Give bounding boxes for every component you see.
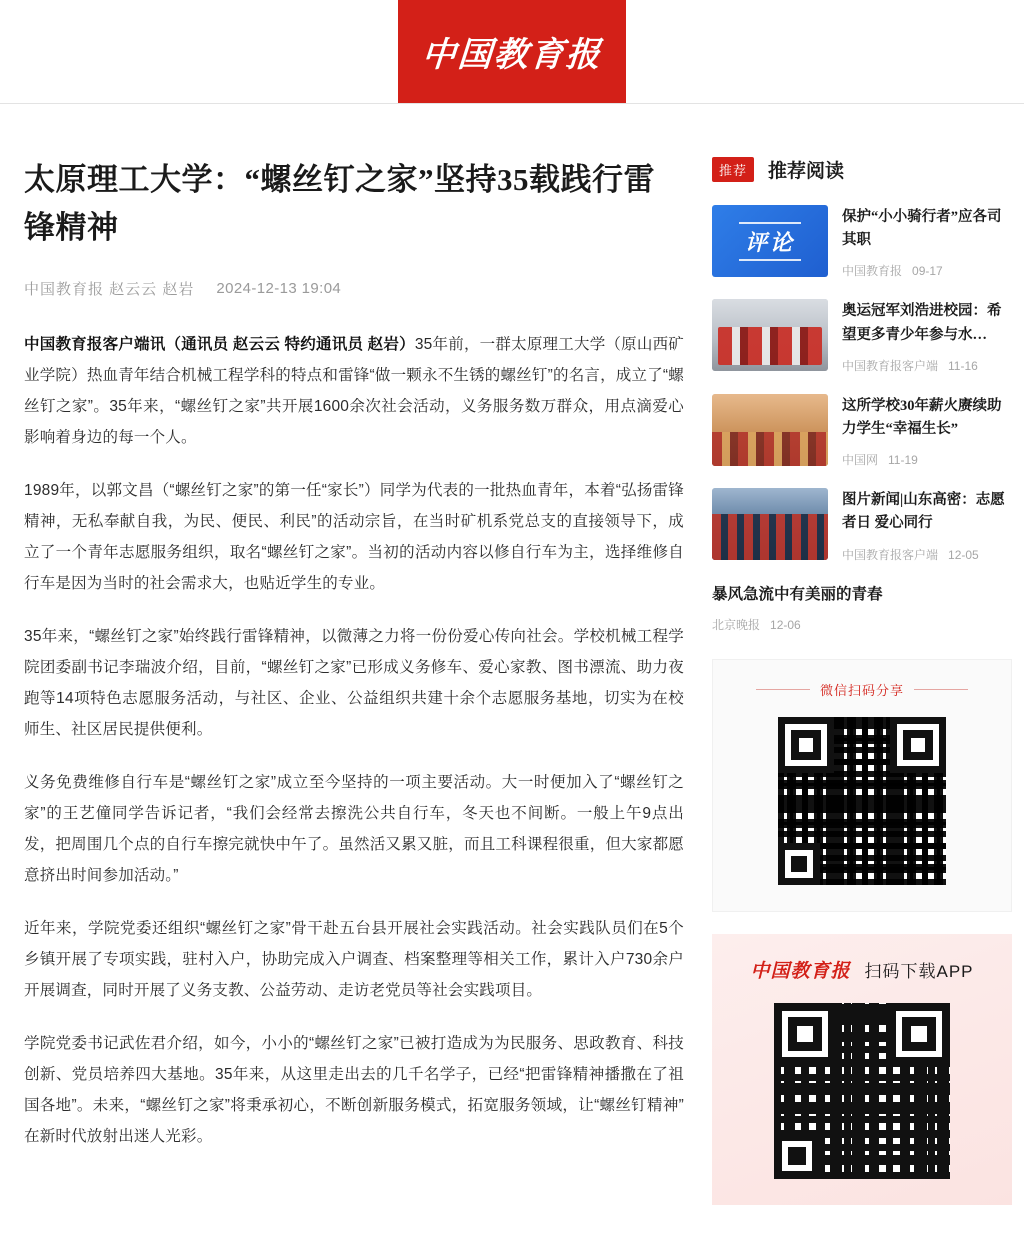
article-lead-paragraph	[24, 329, 684, 453]
list-item-title: 图片新闻|山东高密：志愿者日 爱心同行	[842, 492, 1005, 532]
article-title: 太原理工大学：“螺丝钉之家”坚持35载践行雷锋精神	[24, 162, 655, 246]
comment-thumb-icon: 评论	[712, 205, 828, 277]
site-logo-text: 中国教育报	[420, 37, 604, 74]
divider-left	[756, 689, 810, 690]
article-byline	[24, 278, 684, 299]
list-item-meta	[842, 357, 1012, 374]
list-item-date: 11-19	[888, 453, 918, 468]
page-content	[0, 104, 1024, 1245]
list-item-title: 奥运冠军刘浩进校园：希望更多青少年参与水…	[842, 303, 1002, 343]
article-date: 2024-12-13 19:04	[216, 280, 342, 298]
list-item[interactable]	[712, 488, 1012, 562]
list-item-title: 暴风急流中有美丽的青春	[712, 585, 883, 603]
list-item-title: 保护“小小骑行者”应各司其职	[842, 209, 1002, 249]
list-item-text	[842, 205, 1012, 279]
app-download-header	[730, 956, 994, 983]
divider-right	[914, 689, 968, 690]
list-item-source: 中国教育报客户端	[842, 358, 939, 373]
article-paragraph: 学院党委书记武佐君介绍，如今，小小的“螺丝钉之家”已被打造成为为民服务、思政教育、科技创新、党员培养四大基地。35年来，从这里走出去的几千名学子，已经“把雷锋精神播撒在了祖国各地”。未来，“螺丝钉之家”将秉承初心，不断创新服务模式，拓宽服务领域，让“螺丝钉精神”在新时代放射出迷人光彩。	[24, 1035, 684, 1146]
wechat-share-header	[729, 680, 995, 699]
recommend-title: 推荐阅读	[768, 161, 845, 182]
list-item-meta	[842, 262, 1012, 279]
article-thumbnail-image	[712, 299, 828, 371]
wechat-share-qr-icon	[778, 717, 946, 885]
wechat-share-label: 微信扫码分享	[819, 683, 904, 699]
list-item-source: 中国教育报	[842, 264, 903, 279]
list-item-date: 09-17	[912, 264, 943, 279]
article-paragraph: 义务免费维修自行车是“螺丝钉之家”成立至今坚持的一项主要活动。大一时便加入了“螺丝钉之家”的王艺僮同学告诉记者，“我们会经常去擦洗公共自行车，冬天也不间断。一般上午9点出发，把周围几个点的自行车擦完就快中午了。虽然活又累又脏，而且工科课程很重，但大家都愿意挤出时间参加活动。”	[24, 774, 684, 885]
article-paragraph: 近年来，学院党委还组织“螺丝钉之家”骨干赴五台县开展社会实践活动。社会实践队员们在5个乡镇开展了专项实践，驻村入户，协助完成入户调查、档案整理等相关工作，累计入户730余户开展调查，同时开展了义务支教、公益劳动、走访老党员等社会实践项目。	[24, 920, 684, 1000]
article-source: 中国教育报 赵云云 赵岩	[24, 281, 195, 299]
list-item-source: 北京晚报	[712, 618, 761, 633]
list-item-meta	[842, 451, 1012, 468]
list-item-title: 这所学校30年薪火赓续助力学生“幸福生长”	[842, 397, 1002, 437]
app-logo-text: 中国教育报	[750, 961, 851, 983]
list-item[interactable]	[712, 299, 1012, 373]
site-logo[interactable]	[398, 0, 626, 103]
list-item-date: 11-16	[948, 358, 978, 373]
list-item-text	[842, 299, 1012, 373]
lead-bold-text: 中国教育报客户端讯（通讯员 赵云云 特约通讯员 赵岩）	[24, 336, 415, 354]
list-item-source: 中国教育报客户端	[842, 547, 939, 562]
article-paragraph: 1989年，以郭文昌（“螺丝钉之家”的第一任“家长”）同学为代表的一批热血青年，本着“弘扬雷锋精神，无私奉献自我，为民、便民、利民”的活动宗旨，在当时矿机系党总支的直接领导下，成立了一个青年志愿服务组织，取名“螺丝钉之家”。当初的活动内容以修自行车为主，选择维修自行车是因为当时的社会需求大，也贴近学生的专业。	[24, 482, 684, 593]
article-main	[12, 104, 712, 1214]
site-masthead	[0, 0, 1024, 104]
article-thumbnail-image	[712, 488, 828, 560]
list-item-text	[842, 394, 1012, 468]
list-item-text	[842, 488, 1012, 562]
list-item-date: 12-05	[948, 547, 979, 562]
list-item-meta	[712, 616, 1012, 633]
list-item-source: 中国网	[842, 453, 879, 468]
app-download-label: 扫码下载APP	[864, 962, 974, 982]
list-item[interactable]	[712, 205, 1012, 279]
article-thumbnail-image	[712, 394, 828, 466]
list-item[interactable]	[712, 394, 1012, 468]
wechat-share-panel	[712, 659, 1012, 912]
app-download-panel	[712, 934, 1012, 1205]
sidebar	[712, 104, 1012, 1245]
recommendation-header	[712, 156, 1012, 183]
list-item[interactable]	[712, 583, 1012, 634]
app-download-qr-icon	[774, 1003, 950, 1179]
article-paragraph: 35年来，“螺丝钉之家”始终践行雷锋精神，以微薄之力将一份份爱心传向社会。学校机械工程学院团委副书记李瑞波介绍，目前，“螺丝钉之家”已形成义务修车、爱心家教、图书漂流、助力夜跑等14项特色志愿服务活动，与社区、企业、公益组织共建十余个志愿服务基地，切实为在校师生、社区居民提供便利。	[24, 628, 684, 739]
lead-rest-text: 35年前，一群太原理工大学（原山西矿业学院）热血青年结合机械工程学科的特点和雷锋“做一颗永不生锈的螺丝钉”的名言，成立了“螺丝钉之家”。35年来，“螺丝钉之家”共开展1600余次社会活动，义务服务数万群众，用点滴爱心影响着身边的每一个人。	[24, 336, 684, 447]
recommend-badge: 推荐	[712, 157, 754, 182]
list-item-date: 12-06	[770, 618, 801, 633]
list-item-meta	[842, 546, 1012, 563]
